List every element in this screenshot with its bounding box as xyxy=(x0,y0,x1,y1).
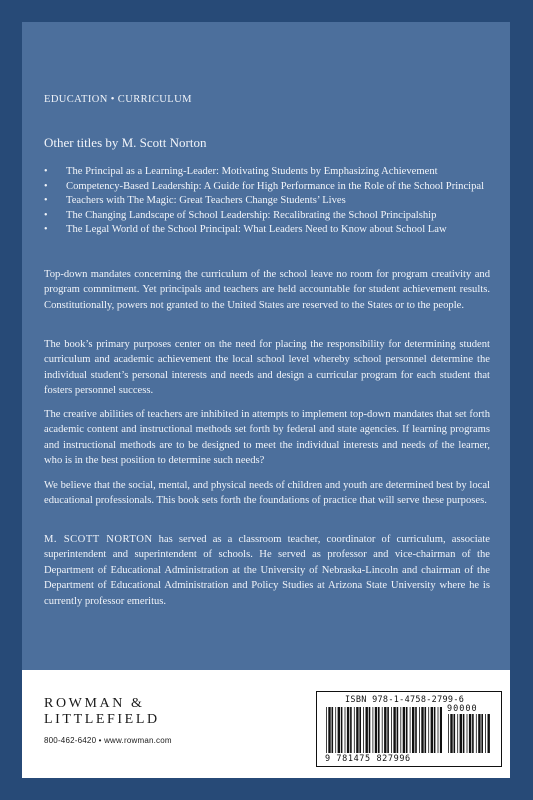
barcode-bar xyxy=(431,707,433,753)
barcode-bar xyxy=(400,707,401,753)
barcode-bar xyxy=(332,707,334,753)
barcode-bar xyxy=(335,707,336,753)
barcode-bar xyxy=(419,707,420,753)
barcode-add-on-text: 90000 xyxy=(447,704,478,714)
barcode-bar xyxy=(476,714,477,753)
barcode-bar xyxy=(448,714,449,753)
barcode-bar xyxy=(403,707,405,753)
title-text: The Changing Landscape of School Leadership: Recalibrating the School Principalship xyxy=(66,209,437,221)
barcode-bar xyxy=(326,707,327,753)
title-text: The Legal World of the School Principal: What Leaders Need to Know about School Law xyxy=(66,224,447,236)
barcode-bar xyxy=(350,707,352,753)
list-item xyxy=(44,209,494,224)
barcode-bar xyxy=(460,714,462,753)
category-label: EDUCATION • CURRICULUM xyxy=(44,94,192,105)
barcode-bar xyxy=(382,707,383,753)
list-item xyxy=(44,194,494,209)
barcode-bar xyxy=(384,707,386,753)
barcode-bar xyxy=(421,707,423,753)
publisher-contact: 800-462-6420 • www.rowman.com xyxy=(44,736,172,745)
title-text: The Principal as a Learning-Leader: Motivating Students by Emphasizing Achievement xyxy=(66,166,438,177)
barcode-bar xyxy=(387,707,389,753)
barcode-bar xyxy=(467,714,468,753)
barcode-bar xyxy=(469,714,471,753)
isbn-barcode xyxy=(316,691,502,767)
other-titles-heading: Other titles by M. Scott Norton xyxy=(44,135,207,150)
author-name: M. SCOTT NORTON xyxy=(44,534,153,545)
barcode-bar xyxy=(410,707,411,753)
description-paragraph: Top-down mandates concerning the curriculum of the school leave no room for program creativity and program commitment. Yet principals and teachers are held accountable for student achievement results. Constitutionally, powers not granted to the United States are reserved to the States or to the people. xyxy=(44,269,490,311)
barcode-bar xyxy=(463,714,465,753)
barcode-digits: 9 781475 827996 xyxy=(325,754,411,764)
barcode-bar xyxy=(366,707,368,753)
barcode-bar xyxy=(347,707,349,753)
other-titles-list xyxy=(44,165,494,238)
barcode-bar xyxy=(375,707,377,753)
title-text: Teachers with The Magic: Great Teachers Change Students’ Lives xyxy=(66,195,346,207)
barcode-bar xyxy=(454,714,456,753)
publisher-panel xyxy=(22,670,510,778)
bullet-icon: • xyxy=(44,166,48,177)
list-item xyxy=(44,180,494,195)
barcode-bar xyxy=(425,707,427,753)
barcode-bar xyxy=(412,707,414,753)
barcode-bar xyxy=(434,707,436,753)
author-bio: has served as a classroom teacher, coordinator of curriculum, associate superintendent and superintendent of schools. He served as professor and vice-chairman of the Department of Educational Administration at the University of Nebraska-Lincoln and chairman of the Department of Educational Administration and Policy Studies at Arizona State University where he is currently professor emeritus. xyxy=(44,534,490,607)
barcode-bar xyxy=(397,707,399,753)
barcode-bar xyxy=(438,707,439,753)
barcode-bar xyxy=(428,707,429,753)
barcode-bar xyxy=(472,714,474,753)
publisher-logo xyxy=(44,696,172,745)
barcode-add-on-bars-icon xyxy=(447,714,491,753)
barcode-bar xyxy=(478,714,480,753)
bullet-icon: • xyxy=(44,224,48,236)
description-paragraph: The book’s primary purposes center on the need for placing the responsibility for determining student curriculum and academic achievement the local school level whereby school personnel determine the individual student’s personal interests and needs and design a curricular program for each student that fosters personnel success. xyxy=(44,339,490,397)
barcode-bar xyxy=(450,714,452,753)
cover-panel xyxy=(22,22,510,670)
title-text: Competency-Based Leadership: A Guide for High Performance in the Role of the School Principal xyxy=(66,180,485,192)
barcode-bar xyxy=(457,714,458,753)
barcode-bar xyxy=(440,707,442,753)
barcode-bar xyxy=(391,707,392,753)
description-paragraph: The creative abilities of teachers are inhibited in attempts to implement top-down mandates that set forth academic content and instructional methods set forth by federal and state agencies. If learning programs and instructional methods are to be designed to meet the individual interests and needs of the learner, who is in the best position to determine such needs? xyxy=(44,409,490,467)
barcode-bar xyxy=(406,707,408,753)
barcode-bar xyxy=(488,714,490,753)
list-item xyxy=(44,223,494,238)
publisher-name-line2: LITTLEFIELD xyxy=(44,712,160,727)
publisher-name-line1: ROWMAN & xyxy=(44,696,145,711)
author-bio-paragraph xyxy=(44,532,490,609)
barcode-bar xyxy=(359,707,361,753)
bullet-icon: • xyxy=(44,209,48,221)
barcode-bar xyxy=(345,707,346,753)
barcode-bars-icon xyxy=(325,707,443,753)
barcode-bar xyxy=(369,707,371,753)
barcode-bar xyxy=(485,714,486,753)
barcode-bar xyxy=(363,707,364,753)
barcode-bar xyxy=(373,707,374,753)
barcode-bar xyxy=(341,707,343,753)
barcode-bar xyxy=(481,714,483,753)
barcode-bar xyxy=(378,707,380,753)
barcode-bar xyxy=(415,707,417,753)
bullet-icon: • xyxy=(44,180,48,192)
barcode-bar xyxy=(356,707,358,753)
bullet-icon: • xyxy=(44,195,48,207)
barcode-bar xyxy=(354,707,355,753)
list-item xyxy=(44,165,494,180)
description-paragraph: We believe that the social, mental, and physical needs of children and youth are determined best by local educational professionals. This book sets forth the foundations of practice that will serve these purposes. xyxy=(44,480,490,507)
barcode-bar xyxy=(393,707,395,753)
barcode-bar xyxy=(328,707,330,753)
isbn-text: ISBN 978-1-4758-2799-6 xyxy=(345,695,465,705)
barcode-bar xyxy=(338,707,340,753)
